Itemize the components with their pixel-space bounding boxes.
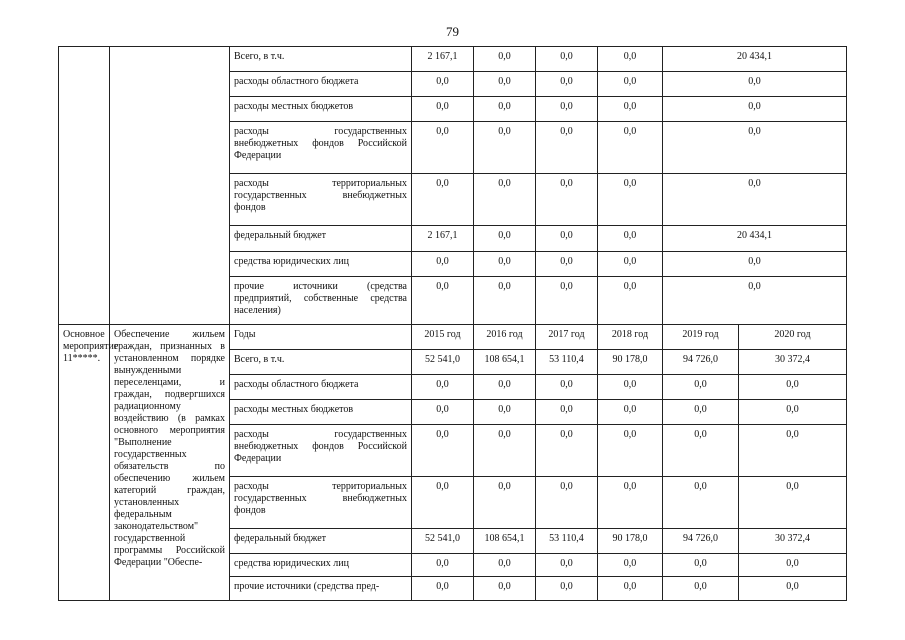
- value-2017: 0,0: [536, 122, 598, 174]
- value-cell: 0,0: [412, 400, 474, 425]
- source-label: расходы местных бюджетов: [230, 97, 412, 122]
- source-label: Всего, в т.ч.: [230, 350, 412, 375]
- value-cell: 0,0: [536, 577, 598, 601]
- value-2019-2020: 0,0: [663, 174, 847, 226]
- value-cell: 0,0: [536, 477, 598, 529]
- source-label: [230, 577, 412, 601]
- value-cell: 90 178,0: [598, 350, 663, 375]
- value-cell: 0,0: [739, 425, 847, 477]
- value-cell: 30 372,4: [739, 529, 847, 554]
- value-cell: 53 110,4: [536, 529, 598, 554]
- value-2017: 0,0: [536, 97, 598, 122]
- value-2019-2020: 0,0: [663, 122, 847, 174]
- value-2018: 0,0: [598, 277, 663, 325]
- value-cell: 0,0: [474, 425, 536, 477]
- value-cell: 0,0: [598, 554, 663, 577]
- value-2018: 0,0: [598, 226, 663, 252]
- value-cell: 108 654,1: [474, 529, 536, 554]
- value-2019-2020: 0,0: [663, 252, 847, 277]
- program-cell-empty: [110, 47, 230, 325]
- value-cell: 52 541,0: [412, 350, 474, 375]
- value-cell: 0,0: [474, 577, 536, 601]
- value-2015: 0,0: [412, 277, 474, 325]
- value-cell: 0,0: [412, 577, 474, 601]
- value-cell: 0,0: [474, 375, 536, 400]
- source-label: расходы территориальных государственных внебюджетных фондов: [230, 174, 412, 226]
- year-header: 2016 год: [474, 325, 536, 350]
- program-name: Обеспечение жильем граждан, признанных в установленном порядке вынужденными переселенцами, и граждан, подвергшихся радиационному воздействию (в рамках основного мероприятия "Выполнение государственных обязательств по обеспечению жильем категорий граждан, установленных федеральным законодательством" государственной программы Российской Федерации "Обеспе-: [110, 325, 230, 601]
- event-cell-empty: [59, 47, 110, 325]
- year-header: 2019 год: [663, 325, 739, 350]
- year-header: 2020 год: [739, 325, 847, 350]
- source-label: Всего, в т.ч.: [230, 47, 412, 72]
- source-label: федеральный бюджет: [230, 529, 412, 554]
- value-cell: 0,0: [536, 400, 598, 425]
- value-2017: 0,0: [536, 47, 598, 72]
- event-name: Основное мероприятие 11*****.: [59, 325, 110, 601]
- value-cell: 0,0: [598, 577, 663, 601]
- value-2016: 0,0: [474, 226, 536, 252]
- value-cell: 0,0: [412, 554, 474, 577]
- value-2015: 2 167,1: [412, 226, 474, 252]
- value-2015: 0,0: [412, 252, 474, 277]
- value-cell: 108 654,1: [474, 350, 536, 375]
- value-2016: 0,0: [474, 122, 536, 174]
- value-2019-2020: 0,0: [663, 72, 847, 97]
- value-cell: 0,0: [598, 477, 663, 529]
- value-2018: 0,0: [598, 47, 663, 72]
- value-cell: 90 178,0: [598, 529, 663, 554]
- value-cell: 0,0: [474, 554, 536, 577]
- value-cell: 0,0: [739, 400, 847, 425]
- source-label: расходы областного бюджета: [230, 72, 412, 97]
- value-2015: 0,0: [412, 97, 474, 122]
- value-cell: 0,0: [598, 400, 663, 425]
- value-2016: 0,0: [474, 47, 536, 72]
- value-cell: 0,0: [663, 554, 739, 577]
- value-cell: 0,0: [739, 577, 847, 601]
- value-cell: 0,0: [598, 425, 663, 477]
- value-cell: 0,0: [598, 375, 663, 400]
- value-2017: 0,0: [536, 252, 598, 277]
- value-2018: 0,0: [598, 252, 663, 277]
- value-2019-2020: 20 434,1: [663, 226, 847, 252]
- value-2016: 0,0: [474, 72, 536, 97]
- value-2018: 0,0: [598, 122, 663, 174]
- source-label: расходы областного бюджета: [230, 375, 412, 400]
- value-2017: 0,0: [536, 174, 598, 226]
- value-2018: 0,0: [598, 72, 663, 97]
- value-cell: 52 541,0: [412, 529, 474, 554]
- value-cell: 0,0: [474, 477, 536, 529]
- value-cell: 0,0: [536, 425, 598, 477]
- source-label: расходы территориальных государственных внебюджетных фондов: [230, 477, 412, 529]
- value-2016: 0,0: [474, 174, 536, 226]
- value-cell: 0,0: [412, 477, 474, 529]
- source-label: прочие источники (средства предприятий, собственные средства населения): [230, 277, 412, 325]
- value-2018: 0,0: [598, 174, 663, 226]
- value-cell: 0,0: [536, 375, 598, 400]
- value-cell: 30 372,4: [739, 350, 847, 375]
- year-header: 2015 год: [412, 325, 474, 350]
- value-2015: 0,0: [412, 122, 474, 174]
- value-2017: 0,0: [536, 72, 598, 97]
- value-2018: 0,0: [598, 97, 663, 122]
- table-row: [59, 47, 847, 72]
- value-cell: 0,0: [663, 425, 739, 477]
- budget-table: [58, 46, 847, 601]
- value-cell: 0,0: [663, 477, 739, 529]
- source-label: расходы государственных внебюджетных фондов Российской Федерации: [230, 122, 412, 174]
- value-2019-2020: 20 434,1: [663, 47, 847, 72]
- source-label: средства юридических лиц: [230, 252, 412, 277]
- value-cell: 0,0: [474, 400, 536, 425]
- source-label: средства юридических лиц: [230, 554, 412, 577]
- source-label: расходы местных бюджетов: [230, 400, 412, 425]
- value-2016: 0,0: [474, 277, 536, 325]
- source-label-text: прочие источники (средства пред-: [234, 581, 380, 592]
- year-header: 2018 год: [598, 325, 663, 350]
- value-cell: 94 726,0: [663, 529, 739, 554]
- value-2017: 0,0: [536, 226, 598, 252]
- value-2015: 0,0: [412, 72, 474, 97]
- value-2015: 2 167,1: [412, 47, 474, 72]
- value-cell: 0,0: [739, 554, 847, 577]
- value-2016: 0,0: [474, 252, 536, 277]
- value-cell: 0,0: [412, 425, 474, 477]
- value-cell: 94 726,0: [663, 350, 739, 375]
- value-cell: 0,0: [663, 577, 739, 601]
- value-2017: 0,0: [536, 277, 598, 325]
- value-2015: 0,0: [412, 174, 474, 226]
- value-cell: 53 110,4: [536, 350, 598, 375]
- value-cell: 0,0: [412, 375, 474, 400]
- value-cell: 0,0: [536, 554, 598, 577]
- value-cell: 0,0: [663, 375, 739, 400]
- value-cell: 0,0: [739, 477, 847, 529]
- value-cell: 0,0: [663, 400, 739, 425]
- years-header-row: [59, 325, 847, 350]
- value-2019-2020: 0,0: [663, 277, 847, 325]
- value-2016: 0,0: [474, 97, 536, 122]
- page-number: 79: [446, 24, 459, 39]
- source-label: расходы государственных внебюджетных фондов Российской Федерации: [230, 425, 412, 477]
- years-header-label: Годы: [230, 325, 412, 350]
- year-header: 2017 год: [536, 325, 598, 350]
- source-label: федеральный бюджет: [230, 226, 412, 252]
- value-2019-2020: 0,0: [663, 97, 847, 122]
- value-cell: 0,0: [739, 375, 847, 400]
